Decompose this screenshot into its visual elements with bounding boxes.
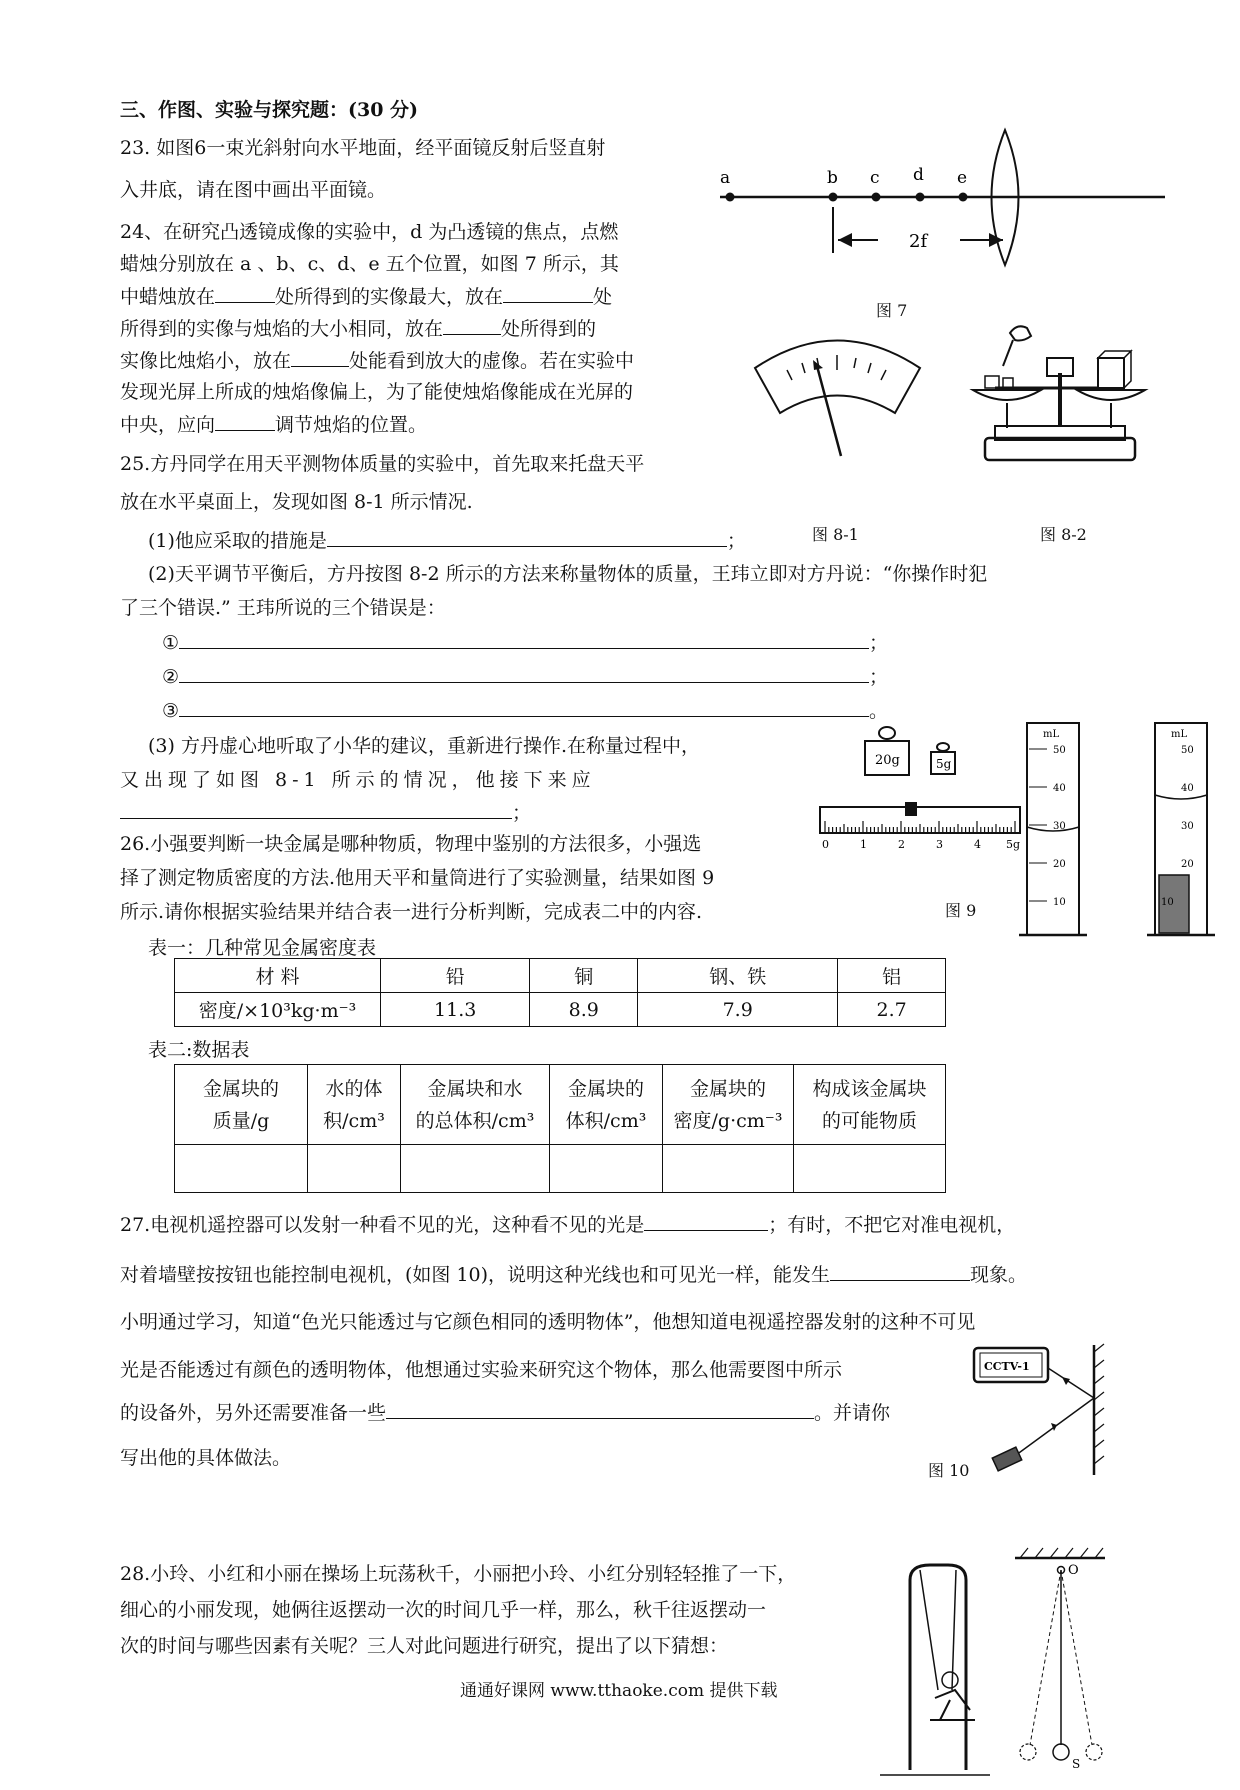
q27-line1a: 27.电视机遥控器可以发射一种看不见的光，这种看不见的光是	[120, 1214, 645, 1236]
answer-blank-next-step[interactable]	[120, 800, 512, 819]
figure-8-1-caption: 图 8-1	[812, 525, 859, 544]
c1-tick-40: 40	[1053, 783, 1066, 794]
q27-line5a: 的设备外，另外还需要准备一些	[120, 1402, 387, 1424]
c2-tick-50: 50	[1181, 745, 1194, 756]
c2-tick-20: 20	[1181, 859, 1194, 870]
q26-line2: 择了测定物质密度的方法.他用天平和量筒进行了实验测量，结果如图 9	[120, 867, 715, 889]
t1-header-aluminum: 铝	[838, 959, 946, 993]
table1-title: 表一：几种常见金属密度表	[148, 937, 377, 959]
q24-line5a: 实像比烛焰小，放在	[120, 350, 292, 372]
t2-header-water-volume	[308, 1065, 401, 1145]
c2-tick-40: 40	[1181, 783, 1194, 794]
answer-blank-direction[interactable]	[215, 412, 275, 431]
t2-h-density-1: 金属块的	[689, 1077, 766, 1100]
t2-h-sub-2: 的可能物质	[821, 1109, 917, 1132]
pivot-label: O	[1068, 1563, 1079, 1578]
swing-frame	[910, 1565, 966, 1770]
table2-title: 表二:数据表	[148, 1039, 250, 1061]
answer-blank-virtual-image[interactable]	[291, 348, 349, 367]
t2-h-vol-1: 金属块的	[567, 1077, 644, 1100]
page-footer: 通通好课网 www.tthaoke.com 提供下载	[460, 1681, 778, 1701]
t2-h-total-1: 金属块和水	[427, 1077, 523, 1100]
q24-line5	[120, 348, 634, 373]
t2-h-mass-2: 质量/g	[212, 1109, 270, 1132]
q24-line3	[120, 284, 612, 309]
q23-line1: 23. 如图6一束光斜射向水平地面，经平面镜反射后竖直射	[120, 137, 606, 159]
q24-line3b: 处所得到的实像最大，放在	[275, 286, 504, 308]
q27-line3: 小明通过学习，知道“色光只能透过与它颜色相同的透明物体”，他想知道电视遥控器发射的这种不可见	[120, 1311, 976, 1333]
c1-tick-10: 10	[1053, 897, 1066, 908]
t2-h-water-1: 水的体	[325, 1077, 383, 1100]
weight-20g-label: 20g	[875, 753, 900, 768]
q28-line3: 次的时间与哪些因素有关呢？三人对此问题进行研究，提出了以下猜想：	[120, 1635, 729, 1657]
q27-line2a: 对着墙壁按按钮也能控制电视机，(如图 10)，说明这种光线也和可见光一样，能发生	[120, 1264, 831, 1286]
figure-9-caption: 图 9	[945, 901, 977, 920]
figure-7-caption: 图 7	[876, 301, 908, 320]
t1-row-label-density: 密度/×10³kg·m⁻³	[175, 993, 381, 1027]
q24-line4	[120, 316, 596, 341]
c1-tick-20: 20	[1053, 859, 1066, 870]
t1-density-aluminum: 2.7	[838, 993, 946, 1027]
q25-line1: 25.方丹同学在用天平测物体质量的实验中，首先取来托盘天平	[120, 453, 645, 475]
c2-tick-10: 10	[1161, 897, 1174, 908]
bob-label: S	[1072, 1757, 1081, 1771]
t2-h-sub-1: 构成该金属块	[812, 1077, 927, 1100]
t2-header-total-volume	[401, 1065, 550, 1145]
point-label-b: b	[827, 168, 838, 188]
figure-swing-pendulum	[880, 1540, 1230, 1780]
q25-part3-line2: 又出现了如图 8-1 所示的情况，他接下来应	[120, 769, 596, 791]
tv-channel-label: CCTV-1	[984, 1360, 1030, 1373]
q27-line5b: 。并请你	[814, 1402, 891, 1424]
error-3-end: 。	[869, 700, 889, 722]
figure-10-caption: 图 10	[928, 1461, 970, 1480]
q26-line3: 所示.请你根据实验结果并结合表一进行分析判断，完成表二中的内容.	[120, 901, 703, 923]
t1-header-lead: 铅	[381, 959, 530, 993]
c1-tick-50: 50	[1053, 745, 1066, 756]
table-data	[174, 1064, 946, 1193]
scale-tick-1: 1	[860, 838, 867, 851]
t2-header-density	[663, 1065, 794, 1145]
q25-part1	[148, 528, 746, 553]
t1-header-material: 材 料	[175, 959, 381, 993]
q24-line3a: 中蜡烛放在	[120, 286, 216, 308]
error-1-marker: ①	[162, 632, 180, 654]
q25-part3-end: ；	[512, 802, 532, 824]
answer-blank-max-image[interactable]	[215, 284, 275, 303]
remote-control	[992, 1447, 1021, 1471]
q25-error-2	[162, 664, 888, 689]
t1-density-copper: 8.9	[530, 993, 638, 1027]
q24-line7b: 调节烛焰的位置。	[275, 414, 428, 436]
t1-density-lead: 11.3	[381, 993, 530, 1027]
error-3-marker: ③	[162, 700, 180, 722]
q27-line6: 写出他的具体做法。	[120, 1447, 292, 1469]
figure-7-lens-diagram	[700, 125, 1170, 275]
q27-line2	[120, 1262, 1027, 1287]
table-metal-density	[174, 958, 946, 1027]
q27-line1	[120, 1212, 1015, 1237]
scale-tick-2: 2	[898, 838, 905, 851]
q27-line5	[120, 1400, 890, 1425]
slider-rider	[905, 802, 917, 816]
t2-cell-substance[interactable]	[794, 1145, 946, 1193]
answer-blank-error-1[interactable]	[179, 630, 869, 649]
q25-error-3	[162, 698, 888, 723]
c2-tick-30: 30	[1181, 821, 1194, 832]
q26-line1: 26.小强要判断一块金属是哪种物质，物理中鉴别的方法很多，小强选	[120, 833, 702, 855]
weight-5g-label: 5g	[936, 757, 952, 771]
t2-cell-water-volume[interactable]	[308, 1145, 401, 1193]
answer-blank-equal-image[interactable]	[503, 284, 593, 303]
t2-h-total-2: 的总体积/cm³	[415, 1109, 535, 1132]
child-on-swing	[942, 1672, 958, 1688]
q23-line2: 入井底，请在图中画出平面镜。	[120, 179, 387, 201]
q25-error-1	[162, 630, 888, 655]
t1-density-steel-iron: 7.9	[638, 993, 838, 1027]
q28-line1: 28.小玲、小红和小丽在操场上玩荡秋千，小丽把小玲、小红分别轻轻推了一下，	[120, 1563, 797, 1585]
q25-part2-line1: (2)天平调节平衡后，方丹按图 8-2 所示的方法来称量物体的质量，王玮立即对方丹说：“你操作时犯	[148, 563, 988, 585]
t2-h-vol-2: 体积/cm³	[565, 1109, 647, 1132]
distance-label-2f: 2f	[909, 231, 928, 252]
answer-blank-error-2[interactable]	[179, 664, 869, 683]
error-1-end: ；	[869, 632, 889, 654]
point-label-e: e	[957, 168, 968, 188]
q24-line2: 蜡烛分别放在 a 、b、c、d、e 五个位置，如图 7 所示，其	[120, 253, 619, 275]
q27-line1b: ；有时，不把它对准电视机，	[768, 1214, 1016, 1236]
t1-header-copper: 铜	[530, 959, 638, 993]
q25-part1-end: ；	[726, 530, 746, 552]
error-2-marker: ②	[162, 666, 180, 688]
t2-header-substance	[794, 1065, 946, 1145]
scale-tick-5: 5g	[1006, 838, 1021, 851]
q28-line2: 细心的小丽发现，她俩往返摆动一次的时间几乎一样，那么，秋千往返摆动一	[120, 1599, 767, 1621]
t1-header-steel-iron: 钢、铁	[638, 959, 838, 993]
scale-tick-3: 3	[936, 838, 943, 851]
q24-line4a: 所得到的实像与烛焰的大小相同，放在	[120, 318, 444, 340]
cylinder1-unit: mL	[1043, 729, 1060, 740]
cylinder2-unit: mL	[1171, 729, 1188, 740]
point-label-d: d	[913, 165, 924, 185]
t2-h-mass-1: 金属块的	[202, 1077, 279, 1100]
q24-line7	[120, 412, 427, 437]
q24-line4b: 处所得到的	[501, 318, 597, 340]
t2-header-mass	[175, 1065, 308, 1145]
q25-part1-text: (1)他应采取的措施是	[148, 530, 327, 552]
pendulum-bob	[1053, 1744, 1069, 1760]
t2-h-density-2: 密度/g·cm⁻³	[673, 1109, 783, 1132]
t2-cell-mass[interactable]	[175, 1145, 308, 1193]
figure-10-remote-reflection	[962, 1340, 1112, 1480]
t2-cell-density[interactable]	[663, 1145, 794, 1193]
q27-line2b: 现象。	[970, 1264, 1028, 1286]
c1-tick-30: 30	[1053, 821, 1066, 832]
t2-header-block-volume	[550, 1065, 663, 1145]
scale-tick-4: 4	[974, 838, 981, 851]
answer-blank-error-3[interactable]	[179, 698, 869, 717]
figure-8-2-pan-balance	[965, 318, 1155, 473]
q24-line6: 发现光屏上所成的烛焰像偏上，为了能使烛焰像能成在光屏的	[120, 381, 634, 403]
dial-pointer	[817, 366, 841, 456]
q24-line7a: 中央，应向	[120, 414, 216, 436]
point-label-a: a	[720, 168, 731, 188]
answer-blank-phenomenon[interactable]	[830, 1262, 970, 1281]
point-label-c: c	[870, 168, 880, 188]
q24-line3c: 处	[593, 286, 613, 308]
q25-part3-answer	[120, 800, 531, 825]
answer-blank-invisible-light[interactable]	[644, 1212, 768, 1231]
answer-blank-small-image[interactable]	[443, 316, 501, 335]
q24-line5b: 处能看到放大的虚像。若在实验中	[349, 350, 635, 372]
t2-cell-block-volume[interactable]	[550, 1145, 663, 1193]
q24-line1: 24、在研究凸透镜成像的实验中，d 为凸透镜的焦点，点燃	[120, 221, 619, 243]
t2-h-water-2: 积/cm³	[323, 1109, 385, 1132]
answer-blank-adjust-measure[interactable]	[327, 528, 727, 547]
figure-9-measurement	[815, 715, 1235, 940]
section-title: 三、作图、实验与探究题：(30 分)	[120, 99, 419, 121]
answer-blank-materials[interactable]	[386, 1400, 814, 1419]
scale-tick-0: 0	[822, 838, 829, 851]
q25-part3-line1: (3) 方丹虚心地听取了小华的建议，重新进行操作.在称量过程中，	[148, 735, 700, 757]
q25-part2-line2: 了三个错误.” 王玮所说的三个错误是：	[120, 597, 446, 619]
q27-line4: 光是否能透过有颜色的透明物体，他想通过实验来研究这个物体，那么他需要图中所示	[120, 1359, 843, 1381]
figure-8-2-caption: 图 8-2	[1040, 525, 1087, 544]
q25-line2: 放在水平桌面上，发现如图 8-1 所示情况.	[120, 491, 473, 513]
figure-8-1-balance-dial	[745, 318, 930, 463]
t2-cell-total-volume[interactable]	[401, 1145, 550, 1193]
error-2-end: ；	[869, 666, 889, 688]
